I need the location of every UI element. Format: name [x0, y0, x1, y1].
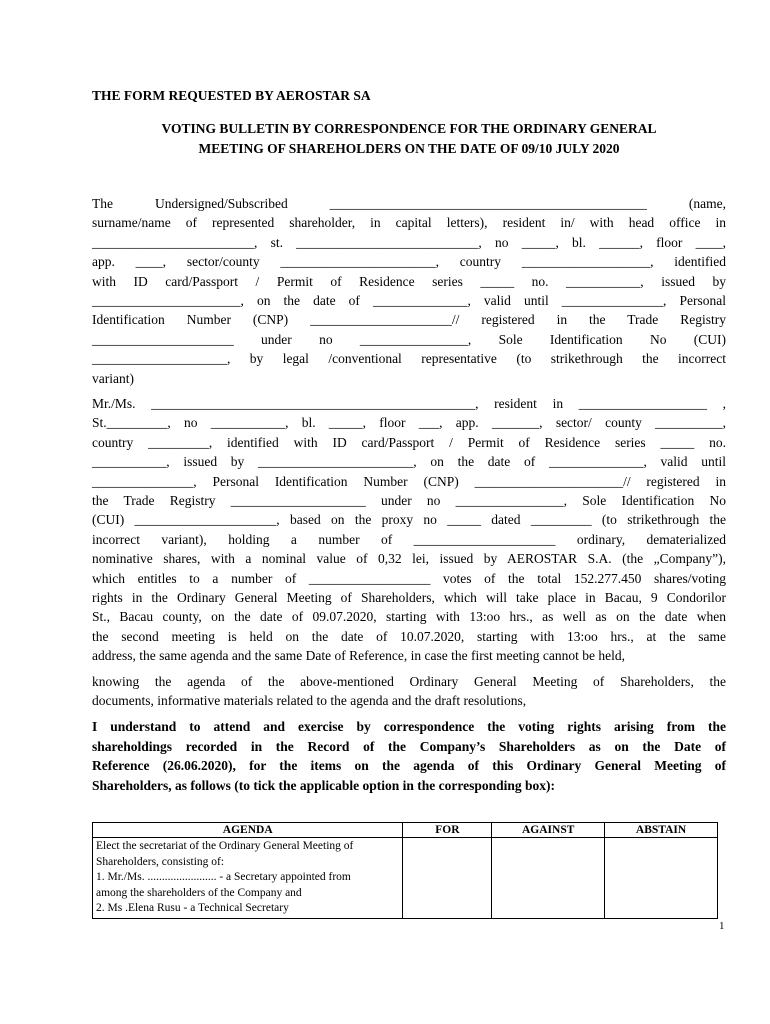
text-line: knowing the agenda of the above-mentioned Ordinary General Meeting of Shareholders, the	[92, 674, 726, 689]
text-line: app. ____, sector/county _______________________, country ___________________, identified	[92, 254, 726, 270]
text-line: _____________________ under no ________________, Sole Identification No (CUI)	[92, 331, 726, 347]
text-line: ___________, issued by _______________________, on the date of ______________, valid until	[92, 454, 726, 470]
for-header: FOR	[403, 823, 492, 838]
table-row	[93, 838, 718, 919]
agenda-item-line: 2. Ms .Elena Rusu - a Technical Secretary	[96, 902, 289, 915]
abstain-header: ABSTAIN	[605, 823, 718, 838]
text-line: the second meeting is held on the date of 10.07.2020, starting with 13:oo hrs., at the same	[92, 628, 726, 644]
text-line: with ID card/Passport / Permit of Residence series _____ no. ___________, issued by	[92, 273, 726, 289]
against-header: AGAINST	[492, 823, 605, 838]
table-header-row	[93, 823, 718, 838]
bulletin-title-line-1: VOTING BULLETIN BY CORRESPONDENCE FOR THE ORDINARY GENERAL	[161, 121, 657, 136]
agenda-item-line: 1. Mr./Ms. ........................ - a Secretary appointed from	[96, 871, 351, 884]
text-line: (CUI) _____________________, based on the proxy no _____ dated _________ (to strikethrough the	[92, 512, 726, 528]
text-line: Mr./Ms. ________________________________________________, resident in ___________________ ,	[92, 396, 726, 411]
text-line: Reference (26.06.2020), for the items on the agenda of this Ordinary General Meeting of	[92, 758, 726, 774]
for-checkbox-cell[interactable]	[403, 838, 492, 919]
text-line: _______________, Personal Identification Number (CNP) ______________________// registered in	[92, 473, 726, 489]
bulletin-title	[92, 119, 726, 159]
agenda-header: AGENDA	[93, 823, 403, 838]
text-line: I understand to attend and exercise by correspondence the voting rights arising from the	[92, 719, 726, 734]
text-line: ____________________, by legal /conventional representative (to strikethrough the incorrect	[92, 351, 726, 367]
text-line: the Trade Registry ____________________ under no ________________, Sole Identification No	[92, 493, 726, 509]
text-line: address, the same agenda and the same Date of Reference, in case the first meeting cannot be held,	[92, 648, 626, 664]
text-line: St._________, no ___________, bl. _____, floor ___, app. _______, sector/ county __________,	[92, 415, 726, 431]
text-line: Shareholders, as follows (to tick the applicable option in the corresponding box):	[92, 777, 556, 793]
form-title: THE FORM REQUESTED BY AEROSTAR SA	[92, 88, 371, 103]
abstain-checkbox-cell[interactable]	[605, 838, 718, 919]
agenda-item-line: Elect the secretariat of the Ordinary General Meeting of	[96, 840, 354, 852]
text-line: rights in the Ordinary General Meeting of Shareholders, which will take place in Bacau, 9 Condorilor	[92, 590, 726, 606]
text-line: which entitles to a number of __________________ votes of the total 152.277.450 shares/voting	[92, 570, 726, 586]
text-line: variant)	[92, 370, 134, 386]
text-line: incorrect variant), holding a number of _____________________ ordinary, dematerialized	[92, 531, 726, 547]
text-line: ______________________, on the date of ______________, valid until _______________, Personal	[92, 293, 726, 309]
text-line: surname/name of represented shareholder, in capital letters), resident in/ with head office in	[92, 215, 726, 231]
undersigned-paragraph	[92, 194, 726, 388]
text-line: ________________________, st. ___________________________, no _____, bl. ______, floor ____,	[92, 234, 726, 250]
text-line: nominative shares, with a nominal value of 0,32 lei, issued by AEROSTAR S.A. (the „Company”),	[92, 551, 726, 567]
agenda-item-cell	[93, 838, 403, 919]
knowing-paragraph	[92, 672, 726, 711]
page-number: 1	[719, 920, 725, 932]
bulletin-title-line-2: MEETING OF SHAREHOLDERS ON THE DATE OF 09/10 JULY 2020	[198, 141, 620, 156]
agenda-table	[92, 822, 718, 919]
against-checkbox-cell[interactable]	[492, 838, 605, 919]
text-line: The Undersigned/Subscribed _______________________________________________ (name,	[92, 196, 726, 211]
text-line: shareholdings recorded in the Record of the Company’s Shareholders as on the Date of	[92, 738, 726, 754]
agenda-item-line: Shareholders, consisting of:	[96, 855, 225, 868]
representative-paragraph	[92, 394, 726, 666]
agenda-item-line: among the shareholders of the Company and	[96, 886, 302, 899]
text-line: documents, informative materials related to the agenda and the draft resolutions,	[92, 693, 527, 709]
declaration-paragraph	[92, 717, 726, 795]
text-line: Identification Number (CNP) _____________________// registered in the Trade Registry	[92, 312, 726, 328]
text-line: country _________, identified with ID card/Passport / Permit of Residence series _____ no.	[92, 434, 726, 450]
text-line: St., Bacau county, on the date of 09.07.2020, starting with 13:oo hrs., as well as on the date when	[92, 609, 726, 625]
